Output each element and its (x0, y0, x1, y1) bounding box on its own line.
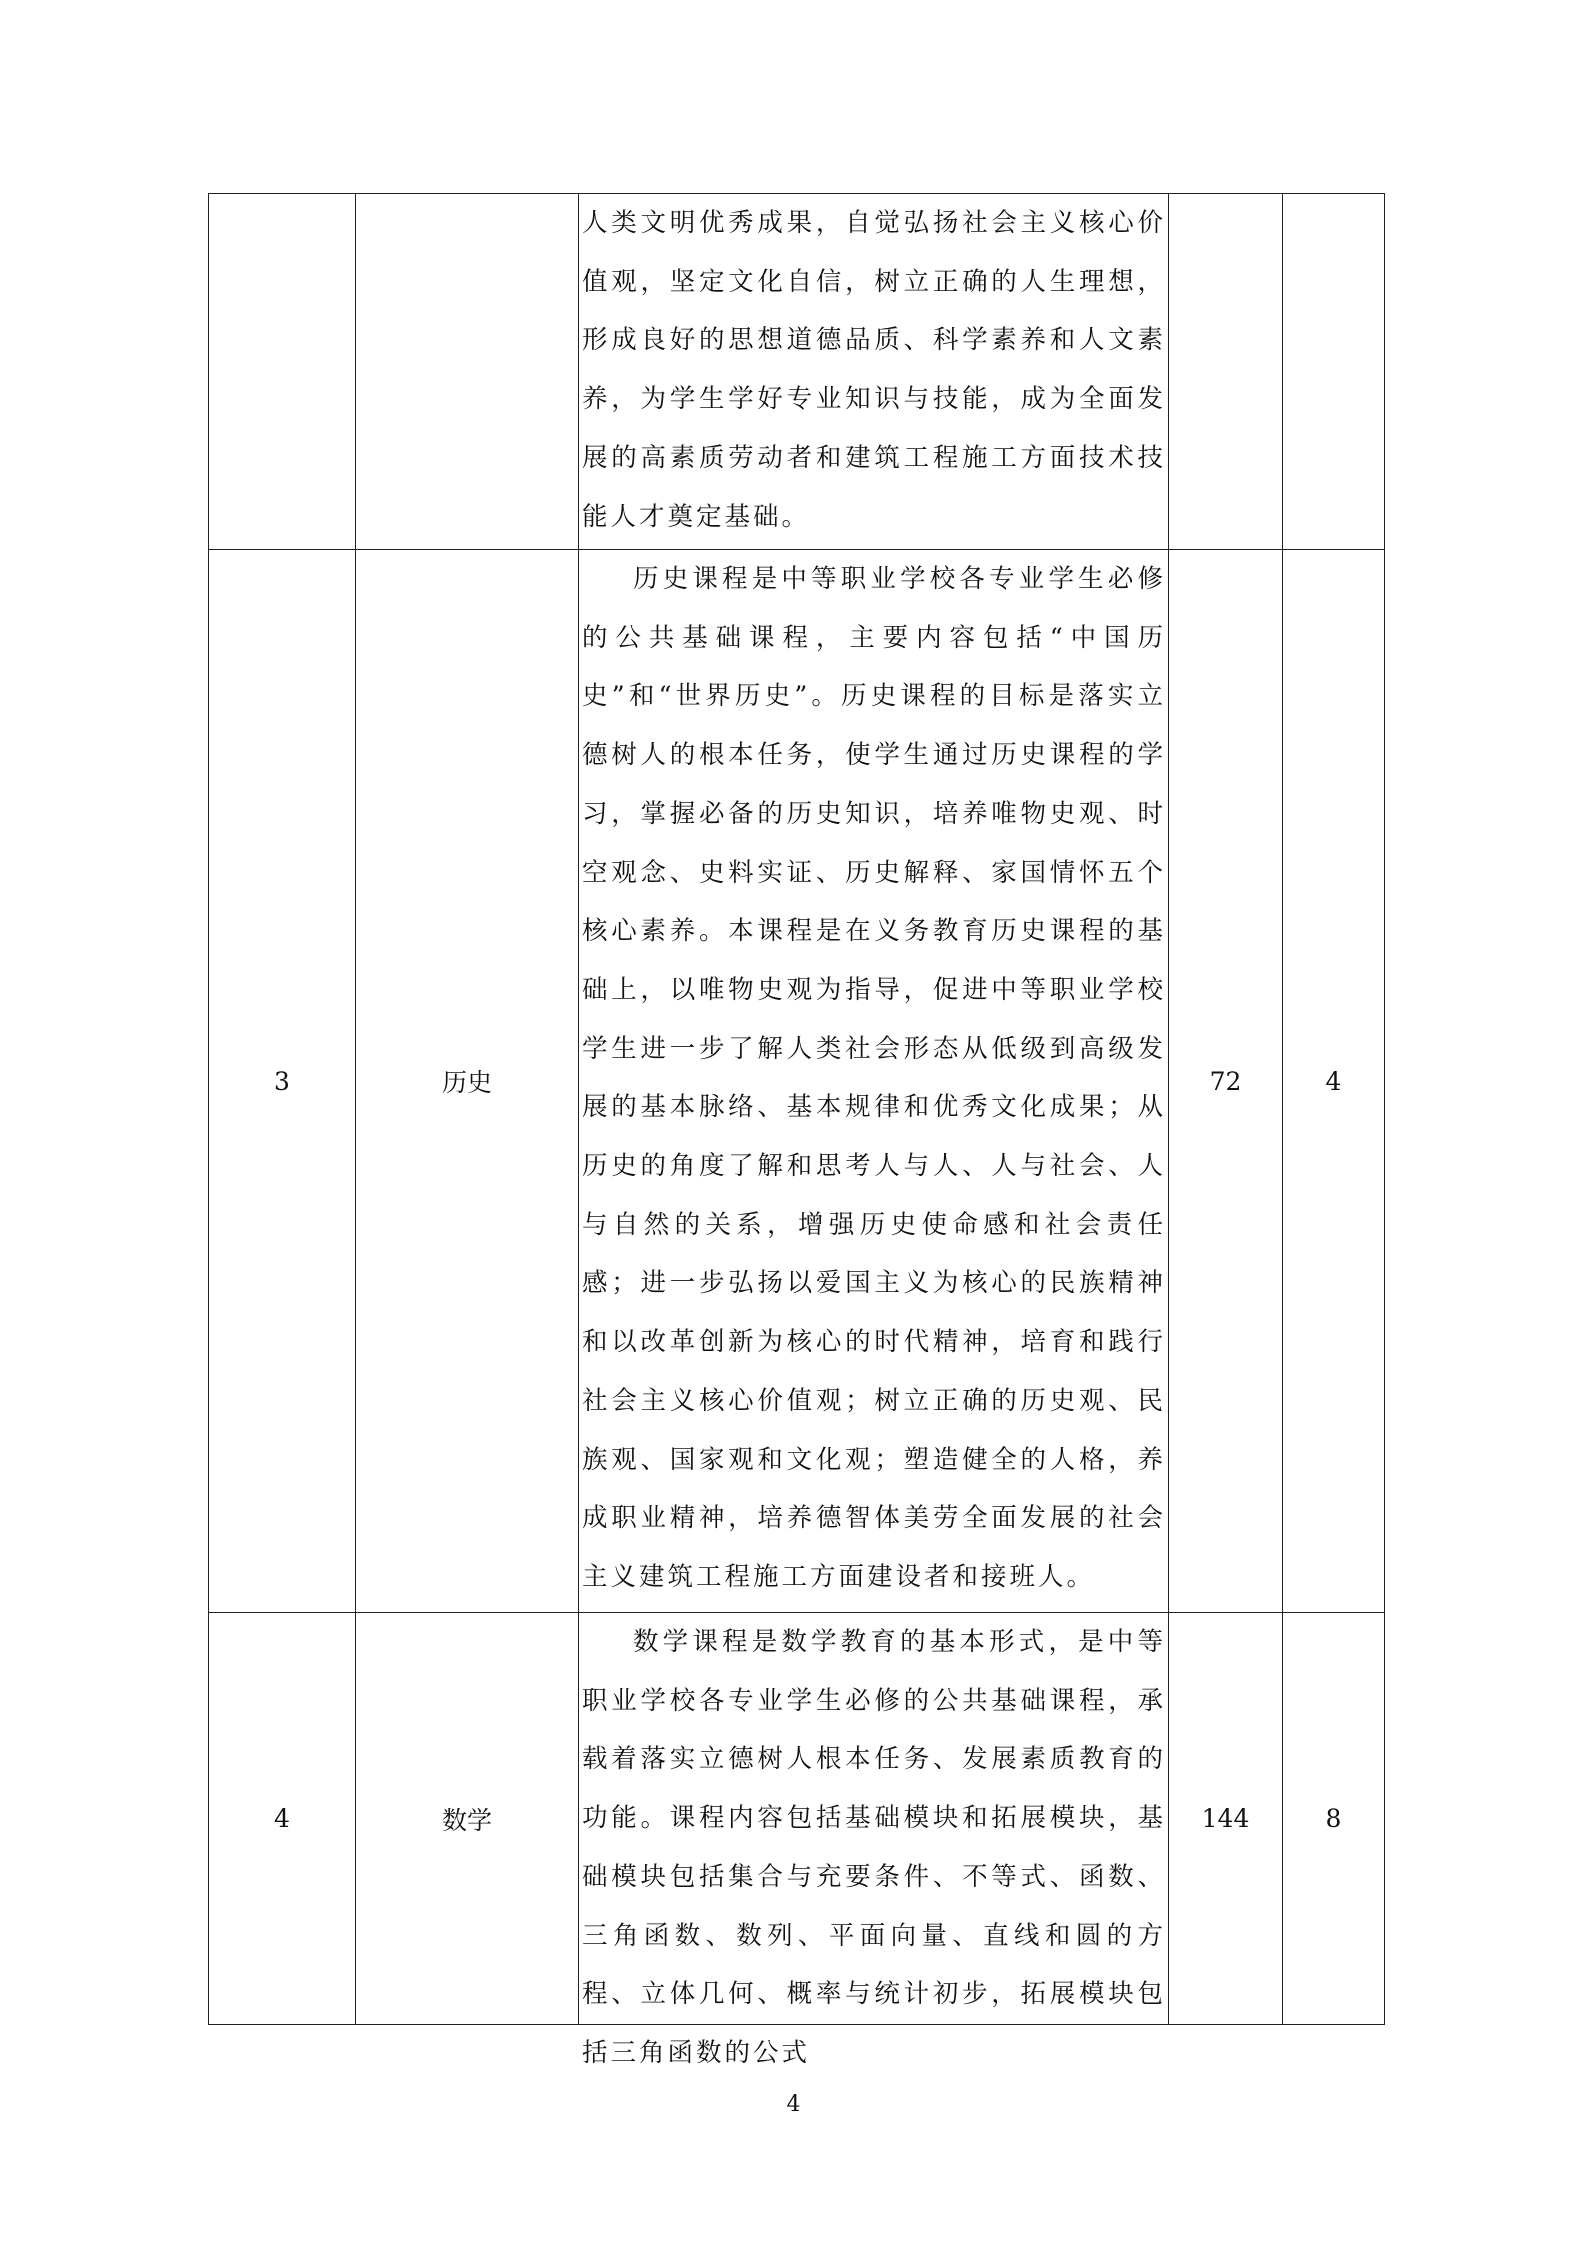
description-text: 历史课程是中等职业学校各专业学生必修的公共基础课程，主要内容包括“中国历史”和“世界历史”。历史课程的目标是落实立德树人的根本任务，使学生通过历史课程的学习，掌握必备的历史知识，培养唯物史观、时空观念、史料实证、历史解释、家国情怀五个核心素养。本课程是在义务教育历史课程的基础上，以唯物史观为指导，促进中等职业学校学生进一步了解人类社会形态从低级到高级发展的基本脉络、基本规律和优秀文化成果；从历史的角度了解和思考人与人、人与社会、人与自然的关系，增强历史使命感和社会责任感；进一步弘扬以爱国主义为核心的民族精神和以改革创新为核心的时代精神，培育和践行社会主义核心价值观；树立正确的历史观、民族观、国家观和文化观；塑造健全的人格，养成职业精神，培养德智体美劳全面发展的社会主义建筑工程施工方面建设者和接班人。 (582, 564, 1166, 1592)
description-text: 数学课程是数学教育的基本形式，是中等职业学校各专业学生必修的公共基础课程，承载着落实立德树人根本任务、发展素质教育的功能。课程内容包括基础模块和拓展模块，基础模块包括集合与充要条件、不等式、函数、三角函数、数列、平面向量、直线和圆的方程、立体几何、概率与统计初步，拓展模块包括三角函数的公式 (582, 1627, 1166, 2068)
subject-cell: 历史 (356, 550, 579, 1613)
subject-cell: 数学 (356, 1613, 579, 2025)
index-cell (209, 194, 356, 550)
course-table (208, 193, 1385, 2068)
index-cell: 3 (209, 550, 356, 1613)
credits-cell: 4 (1283, 550, 1385, 1613)
description-cell (579, 550, 1169, 1613)
index-cell: 4 (209, 1613, 356, 2025)
description-cell (579, 1613, 1169, 2068)
hours-cell: 144 (1169, 1613, 1283, 2025)
hours-cell: 72 (1169, 550, 1283, 1613)
subject-cell (356, 194, 579, 550)
page-number: 4 (786, 2092, 801, 2117)
credits-cell: 8 (1283, 1613, 1385, 2025)
table-row (209, 194, 1385, 550)
table-row (209, 1613, 1385, 2025)
credits-cell (1283, 194, 1385, 550)
description-cell (579, 194, 1169, 550)
table-row (209, 550, 1385, 1613)
description-text: 人类文明优秀成果，自觉弘扬社会主义核心价值观，坚定文化自信，树立正确的人生理想，形成良好的思想道德品质、科学素养和人文素养，为学生学好专业知识与技能，成为全面发展的高素质劳动者和建筑工程施工方面技术技能人才奠定基础。 (582, 208, 1166, 532)
hours-cell (1169, 194, 1283, 550)
